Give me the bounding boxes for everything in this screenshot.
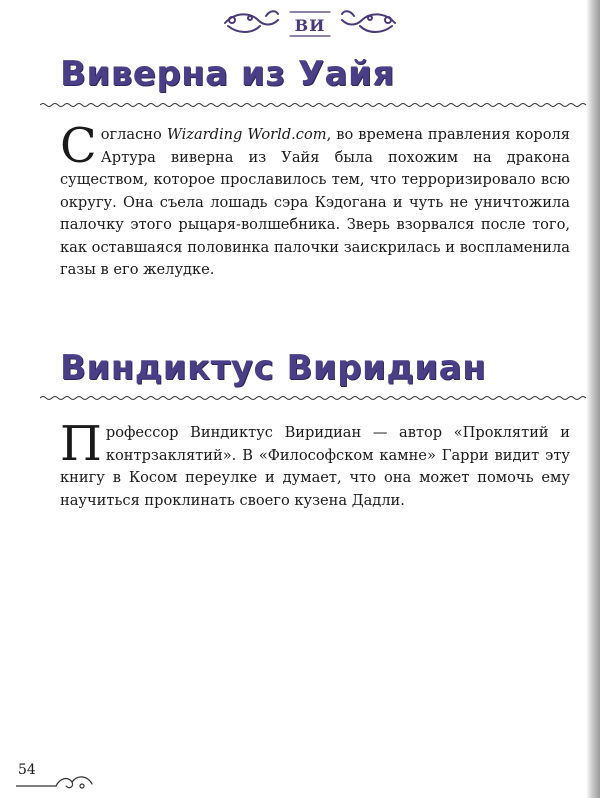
section-text-wyvern	[60, 118, 570, 282]
page-number: 54	[18, 762, 36, 778]
text-segment: рофессор Виндиктус Виридиан — автор «Проклятий и контрзаклятий». В «Философском камне» Гарри видит эту книгу в Косом переулке и думает, что она может помочь ему научиться проклинать своего кузена Дадли.	[60, 424, 570, 509]
dropcap: С	[60, 118, 97, 174]
wavy-divider	[40, 393, 588, 403]
header-ornament	[220, 6, 400, 40]
text-segment: , во времена правления короля Артура виверна из Уайя была похожим на дракона существом, которое прославилось тем, что терроризировало всю округу. Она съела лошадь сэра Кэдогана и чуть не уничтожила палочку этого рыцаря-волшебника. Зверь взорвался после того, как оставшаяся половинка палочки заискрилась и воспламенила газы в его желудке.	[60, 126, 570, 278]
footer-flourish-icon	[16, 770, 96, 792]
text-segment: огласно	[100, 126, 167, 143]
header-letters: ВИ	[294, 16, 326, 35]
section-text-viridian	[60, 416, 570, 512]
dropcap: П	[60, 416, 102, 472]
section-title-wyvern: Виверна из Уайя	[60, 54, 395, 94]
section-title-viridian: Виндиктус Виридиан	[60, 348, 487, 388]
page-edge-shadow	[586, 0, 600, 798]
wavy-divider	[40, 100, 588, 110]
italic-source: Wizarding World.com	[166, 126, 327, 143]
